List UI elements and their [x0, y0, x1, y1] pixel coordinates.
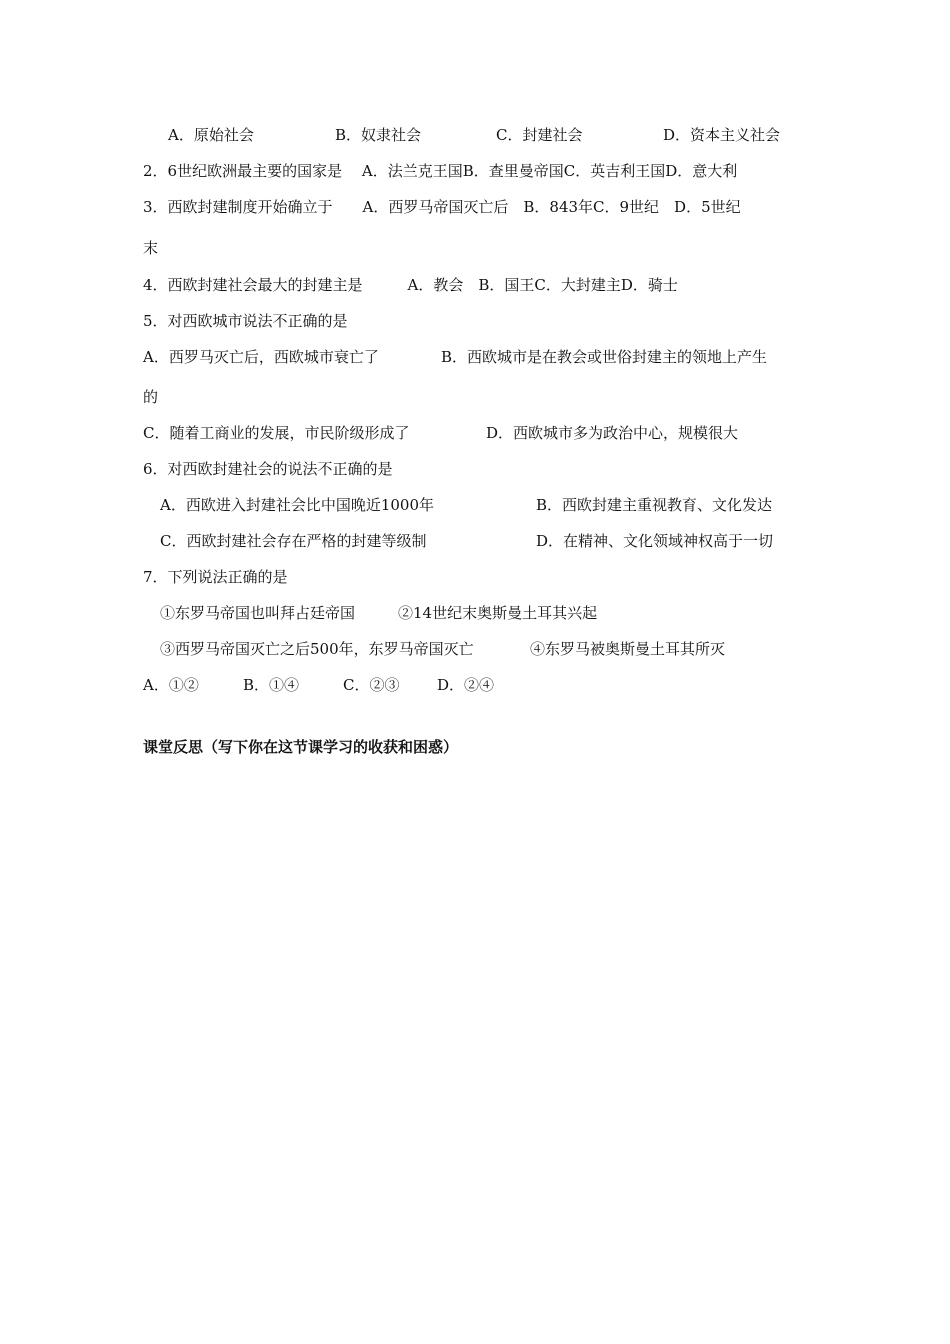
q3-line: 3．西欧封建制度开始确立于 A．西罗马帝国灭亡后 B．843年C．9世纪 D．5世纪: [143, 198, 741, 216]
q7-option-d: D．②④: [437, 676, 495, 694]
q7-statement-2: ②14世纪末奥斯曼土耳其兴起: [398, 604, 598, 622]
q5-option-b: B．西欧城市是在教会或世俗封建主的领地上产生: [441, 348, 768, 366]
q6-option-a: A．西欧进入封建社会比中国晚近1000年: [160, 496, 435, 514]
q7-statement-4: ④东罗马被奥斯曼土耳其所灭: [530, 640, 726, 658]
q1-option-d: D．资本主义社会: [663, 126, 781, 144]
q7-option-c: C．②③: [343, 676, 400, 694]
q6-option-b: B．西欧封建主重视教育、文化发达: [536, 496, 773, 514]
q7-option-b: B．①④: [243, 676, 300, 694]
q7-option-a: A．①②: [143, 676, 199, 694]
q4-line: 4．西欧封建社会最大的封建主是 A．教会 B．国王C．大封建主D．骑士: [143, 276, 678, 294]
q1-option-c: C．封建社会: [496, 126, 583, 144]
q3-wrap: 末: [143, 239, 159, 257]
q5-option-a: A．西罗马灭亡后，西欧城市衰亡了: [143, 348, 379, 366]
q5-option-c: C．随着工商业的发展，市民阶级形成了: [143, 424, 410, 442]
q6-option-c: C．西欧封建社会存在严格的封建等级制: [160, 532, 427, 550]
q1-option-a: A．原始社会: [168, 126, 254, 144]
q2-line: 2．6世纪欧洲最主要的国家是 A．法兰克王国B．查里曼帝国C．英吉利王国D．意大利: [143, 162, 738, 180]
q7-statement-3: ③西罗马帝国灭亡之后500年，东罗马帝国灭亡: [160, 640, 474, 658]
q7-stem: 7．下列说法正确的是: [143, 568, 288, 586]
q6-option-d: D．在精神、文化领域神权高于一切: [536, 532, 774, 550]
q6-stem: 6．对西欧封建社会的说法不正确的是: [143, 460, 393, 478]
q1-option-b: B．奴隶社会: [335, 126, 422, 144]
q5-stem: 5．对西欧城市说法不正确的是: [143, 312, 348, 330]
reflection-heading: 课堂反思（写下你在这节课学习的收获和困惑）: [143, 738, 459, 756]
q7-statement-1: ①东罗马帝国也叫拜占廷帝国: [160, 604, 356, 622]
q5-option-b-wrap: 的: [143, 388, 159, 406]
q5-option-d: D．西欧城市多为政治中心，规模很大: [486, 424, 739, 442]
